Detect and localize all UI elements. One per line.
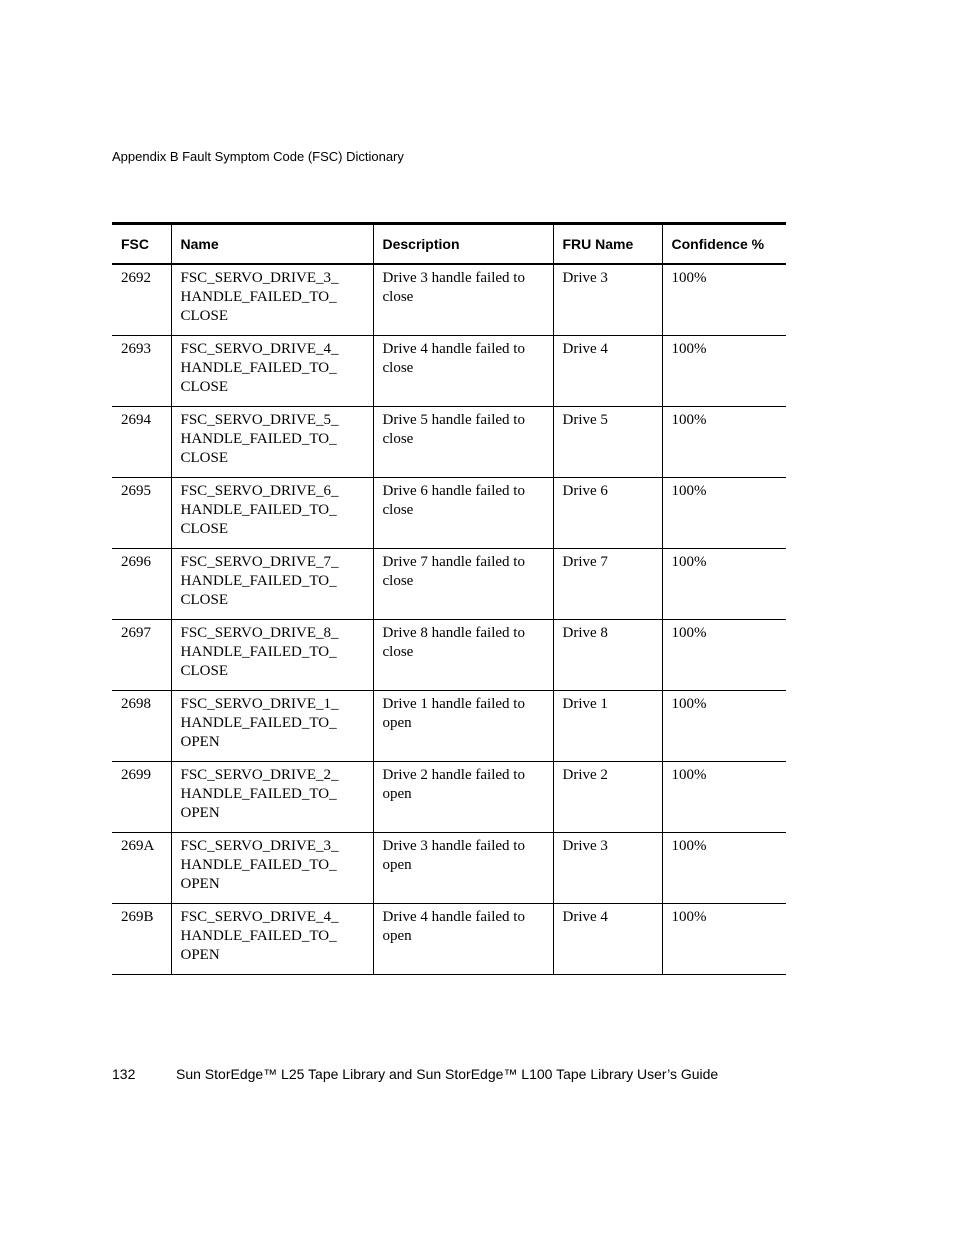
table-row	[112, 548, 786, 619]
cell-fsc: 2696	[112, 548, 171, 619]
table-row	[112, 264, 786, 335]
cell-fsc: 269B	[112, 903, 171, 974]
cell-confidence: 100%	[662, 335, 786, 406]
cell-description	[373, 406, 553, 477]
cell-description	[373, 832, 553, 903]
cell-fru-name: Drive 3	[553, 832, 662, 903]
cell-description-line: close	[382, 643, 414, 660]
cell-name	[171, 548, 373, 619]
cell-fsc: 2695	[112, 477, 171, 548]
cell-description	[373, 548, 553, 619]
cell-name-line: FSC_SERVO_DRIVE_8_	[180, 624, 339, 641]
cell-fsc: 2693	[112, 335, 171, 406]
column-header-fru-name: FRU Name	[553, 224, 662, 265]
cell-description-line: Drive 4 handle failed to	[382, 908, 525, 925]
cell-fsc: 2699	[112, 761, 171, 832]
cell-fsc: 2697	[112, 619, 171, 690]
cell-name-line: HANDLE_FAILED_TO_	[180, 785, 337, 802]
cell-name	[171, 406, 373, 477]
cell-name-line: FSC_SERVO_DRIVE_3_	[180, 837, 339, 854]
cell-name-line: HANDLE_FAILED_TO_	[180, 856, 337, 873]
cell-name	[171, 264, 373, 335]
cell-confidence: 100%	[662, 548, 786, 619]
cell-confidence: 100%	[662, 761, 786, 832]
column-header-description: Description	[373, 224, 553, 265]
cell-name-line: FSC_SERVO_DRIVE_1_	[180, 695, 339, 712]
cell-name-line: CLOSE	[180, 662, 229, 679]
cell-description-line: Drive 3 handle failed to	[382, 837, 525, 854]
cell-name-line: FSC_SERVO_DRIVE_7_	[180, 553, 339, 570]
table-row	[112, 619, 786, 690]
cell-name-line: HANDLE_FAILED_TO_	[180, 359, 337, 376]
cell-confidence: 100%	[662, 406, 786, 477]
cell-name-line: CLOSE	[180, 308, 229, 324]
cell-description-line: Drive 3 handle failed to	[382, 270, 525, 286]
cell-name-line: HANDLE_FAILED_TO_	[180, 501, 337, 518]
cell-name-line: OPEN	[180, 804, 220, 821]
cell-confidence: 100%	[662, 264, 786, 335]
cell-name	[171, 903, 373, 974]
cell-description-line: close	[382, 289, 414, 305]
cell-name-line: HANDLE_FAILED_TO_	[180, 714, 337, 731]
cell-fsc: 2694	[112, 406, 171, 477]
table-row	[112, 903, 786, 974]
cell-description-line: close	[382, 501, 414, 518]
cell-name-line: HANDLE_FAILED_TO_	[180, 643, 337, 660]
cell-fsc: 269A	[112, 832, 171, 903]
cell-confidence: 100%	[662, 832, 786, 903]
cell-description-line: open	[382, 927, 412, 944]
cell-description	[373, 903, 553, 974]
cell-fru-name: Drive 7	[553, 548, 662, 619]
cell-name-line: OPEN	[180, 875, 220, 892]
cell-description-line: Drive 2 handle failed to	[382, 766, 525, 783]
cell-confidence: 100%	[662, 903, 786, 974]
cell-name	[171, 335, 373, 406]
footer-title: Sun StorEdge™ L25 Tape Library and Sun StorEdge™ L100 Tape Library User’s Guide	[176, 1066, 719, 1082]
running-header: Appendix B Fault Symptom Code (FSC) Dictionary	[112, 149, 404, 164]
cell-name-line: FSC_SERVO_DRIVE_3_	[180, 270, 339, 286]
table-body	[112, 264, 786, 974]
cell-name-line: HANDLE_FAILED_TO_	[180, 927, 337, 944]
cell-description-line: Drive 6 handle failed to	[382, 482, 525, 499]
cell-name-line: CLOSE	[180, 520, 229, 537]
cell-fru-name: Drive 2	[553, 761, 662, 832]
cell-name-line: CLOSE	[180, 449, 229, 466]
cell-description-line: Drive 5 handle failed to	[382, 411, 525, 428]
column-header-confidence: Confidence %	[662, 224, 786, 265]
cell-description	[373, 335, 553, 406]
cell-fru-name: Drive 4	[553, 335, 662, 406]
fsc-table	[112, 222, 786, 975]
cell-name-line: CLOSE	[180, 378, 229, 395]
cell-description	[373, 477, 553, 548]
cell-description	[373, 690, 553, 761]
cell-fru-name: Drive 6	[553, 477, 662, 548]
cell-description-line: close	[382, 430, 414, 447]
cell-name	[171, 761, 373, 832]
cell-description-line: open	[382, 785, 412, 802]
cell-name-line: FSC_SERVO_DRIVE_2_	[180, 766, 339, 783]
cell-confidence: 100%	[662, 619, 786, 690]
table-row	[112, 761, 786, 832]
cell-fru-name: Drive 1	[553, 690, 662, 761]
cell-description	[373, 264, 553, 335]
table-row	[112, 335, 786, 406]
table-header-row	[112, 224, 786, 265]
cell-name-line: FSC_SERVO_DRIVE_5_	[180, 411, 339, 428]
cell-description-line: Drive 4 handle failed to	[382, 340, 525, 357]
page-number: 132	[112, 1066, 136, 1082]
cell-name	[171, 832, 373, 903]
cell-fru-name: Drive 4	[553, 903, 662, 974]
cell-name-line: OPEN	[180, 946, 220, 963]
cell-description-line: Drive 1 handle failed to	[382, 695, 525, 712]
cell-description-line: Drive 7 handle failed to	[382, 553, 525, 570]
cell-description-line: close	[382, 572, 414, 589]
cell-name-line: FSC_SERVO_DRIVE_4_	[180, 908, 339, 925]
cell-name-line: HANDLE_FAILED_TO_	[180, 430, 337, 447]
column-header-fsc: FSC	[112, 224, 171, 265]
cell-name	[171, 477, 373, 548]
cell-description	[373, 761, 553, 832]
cell-name	[171, 619, 373, 690]
cell-name	[171, 690, 373, 761]
table-row	[112, 832, 786, 903]
cell-description	[373, 619, 553, 690]
cell-fru-name: Drive 3	[553, 264, 662, 335]
cell-confidence: 100%	[662, 690, 786, 761]
cell-fru-name: Drive 5	[553, 406, 662, 477]
cell-name-line: HANDLE_FAILED_TO_	[180, 289, 337, 305]
cell-description-line: open	[382, 856, 412, 873]
cell-name-line: HANDLE_FAILED_TO_	[180, 572, 337, 589]
table-row	[112, 690, 786, 761]
table-row	[112, 477, 786, 548]
cell-name-line: CLOSE	[180, 591, 229, 608]
cell-fsc: 2692	[112, 264, 171, 335]
column-header-name: Name	[171, 224, 373, 265]
cell-description-line: Drive 8 handle failed to	[382, 624, 525, 641]
cell-description-line: close	[382, 359, 414, 376]
cell-confidence: 100%	[662, 477, 786, 548]
table-row	[112, 406, 786, 477]
cell-name-line: OPEN	[180, 733, 220, 750]
cell-description-line: open	[382, 714, 412, 731]
cell-fru-name: Drive 8	[553, 619, 662, 690]
cell-name-line: FSC_SERVO_DRIVE_6_	[180, 482, 339, 499]
cell-name-line: FSC_SERVO_DRIVE_4_	[180, 340, 339, 357]
cell-fsc: 2698	[112, 690, 171, 761]
